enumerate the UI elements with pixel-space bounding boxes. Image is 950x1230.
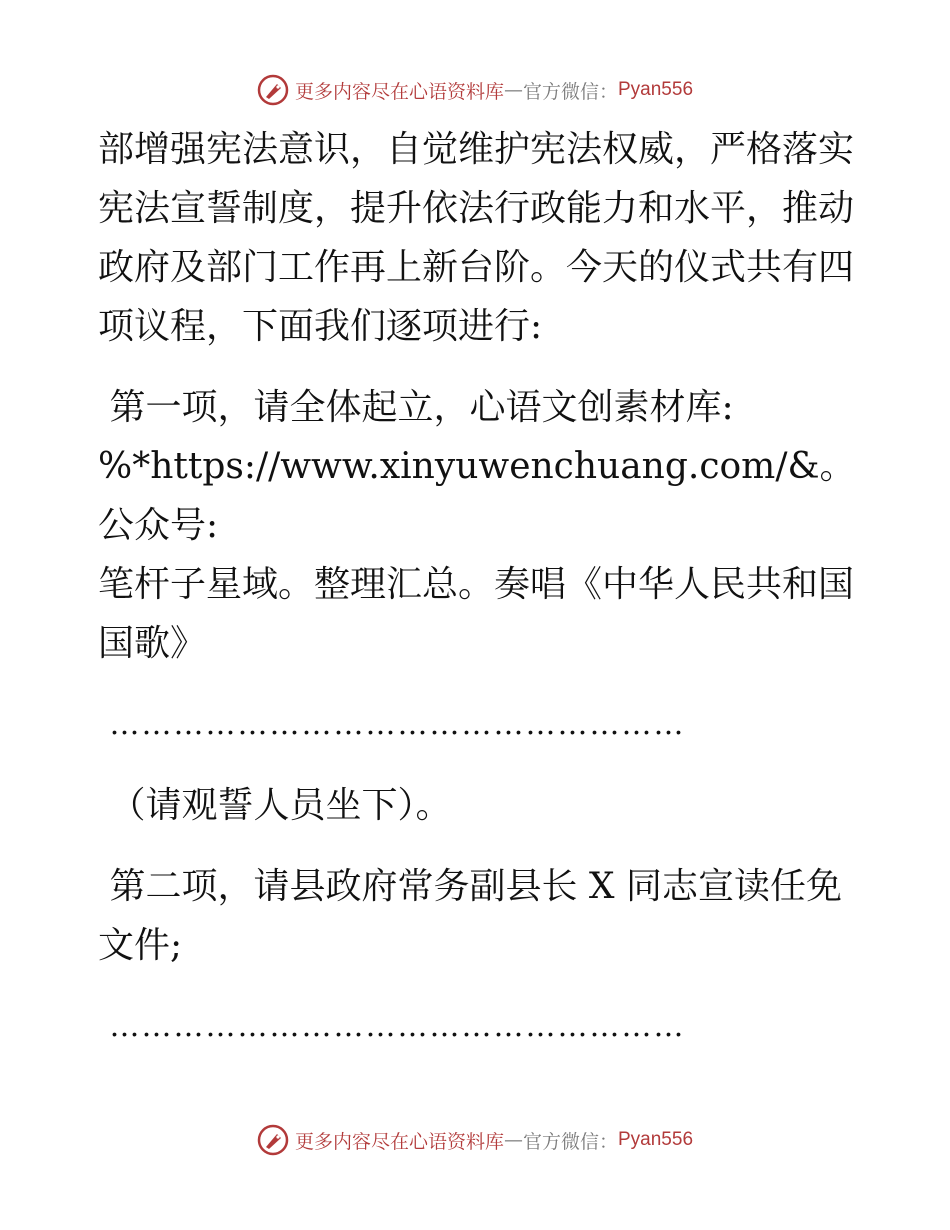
header-wechat-id: Pyan556 <box>618 79 694 100</box>
paragraph-item1-line2: %*https://www.xinyuwenchuang.com/&。公众号: <box>98 446 856 546</box>
footer-wechat-id: Pyan556 <box>618 1129 694 1150</box>
ellipsis-line-1: ……………………………………………… <box>98 707 686 742</box>
paragraph-item1-line1: 第一项，请全体起立，心语文创素材库: <box>98 387 734 428</box>
paragraph-seated: （请观誓人员坐下）。 <box>98 785 452 826</box>
footer-dash: — <box>503 1129 523 1151</box>
header-sub-text: 官方微信： <box>522 80 618 103</box>
document-body <box>98 120 858 1056</box>
pen-nib-icon <box>257 1124 289 1156</box>
footer-sub-text: 官方微信： <box>522 1130 618 1153</box>
ellipsis-line-2: ……………………………………………… <box>98 1009 686 1044</box>
pen-nib-icon <box>257 74 289 106</box>
paragraph-intro: 部增强宪法意识，自觉维护宪法权威，严格落实宪法宣誓制度，提升依法行政能力和水平，推动政府及部门工作再上新台阶。今天的仪式共有四项议程，下面我们逐项进行: <box>98 129 855 347</box>
paragraph-item1-line3: 笔杆子星域。整理汇总。奏唱《中华人民共和国国歌》 <box>98 564 855 664</box>
footer-main-text: 更多内容尽在心语资料库 <box>294 1130 504 1153</box>
header-banner <box>0 70 950 110</box>
paragraph-item2: 第二项，请县政府常务副县长 X 同志宣读任免文件; <box>98 866 842 966</box>
footer-banner <box>0 1120 950 1160</box>
header-main-text: 更多内容尽在心语资料库 <box>294 80 504 103</box>
header-dash: — <box>503 79 523 101</box>
